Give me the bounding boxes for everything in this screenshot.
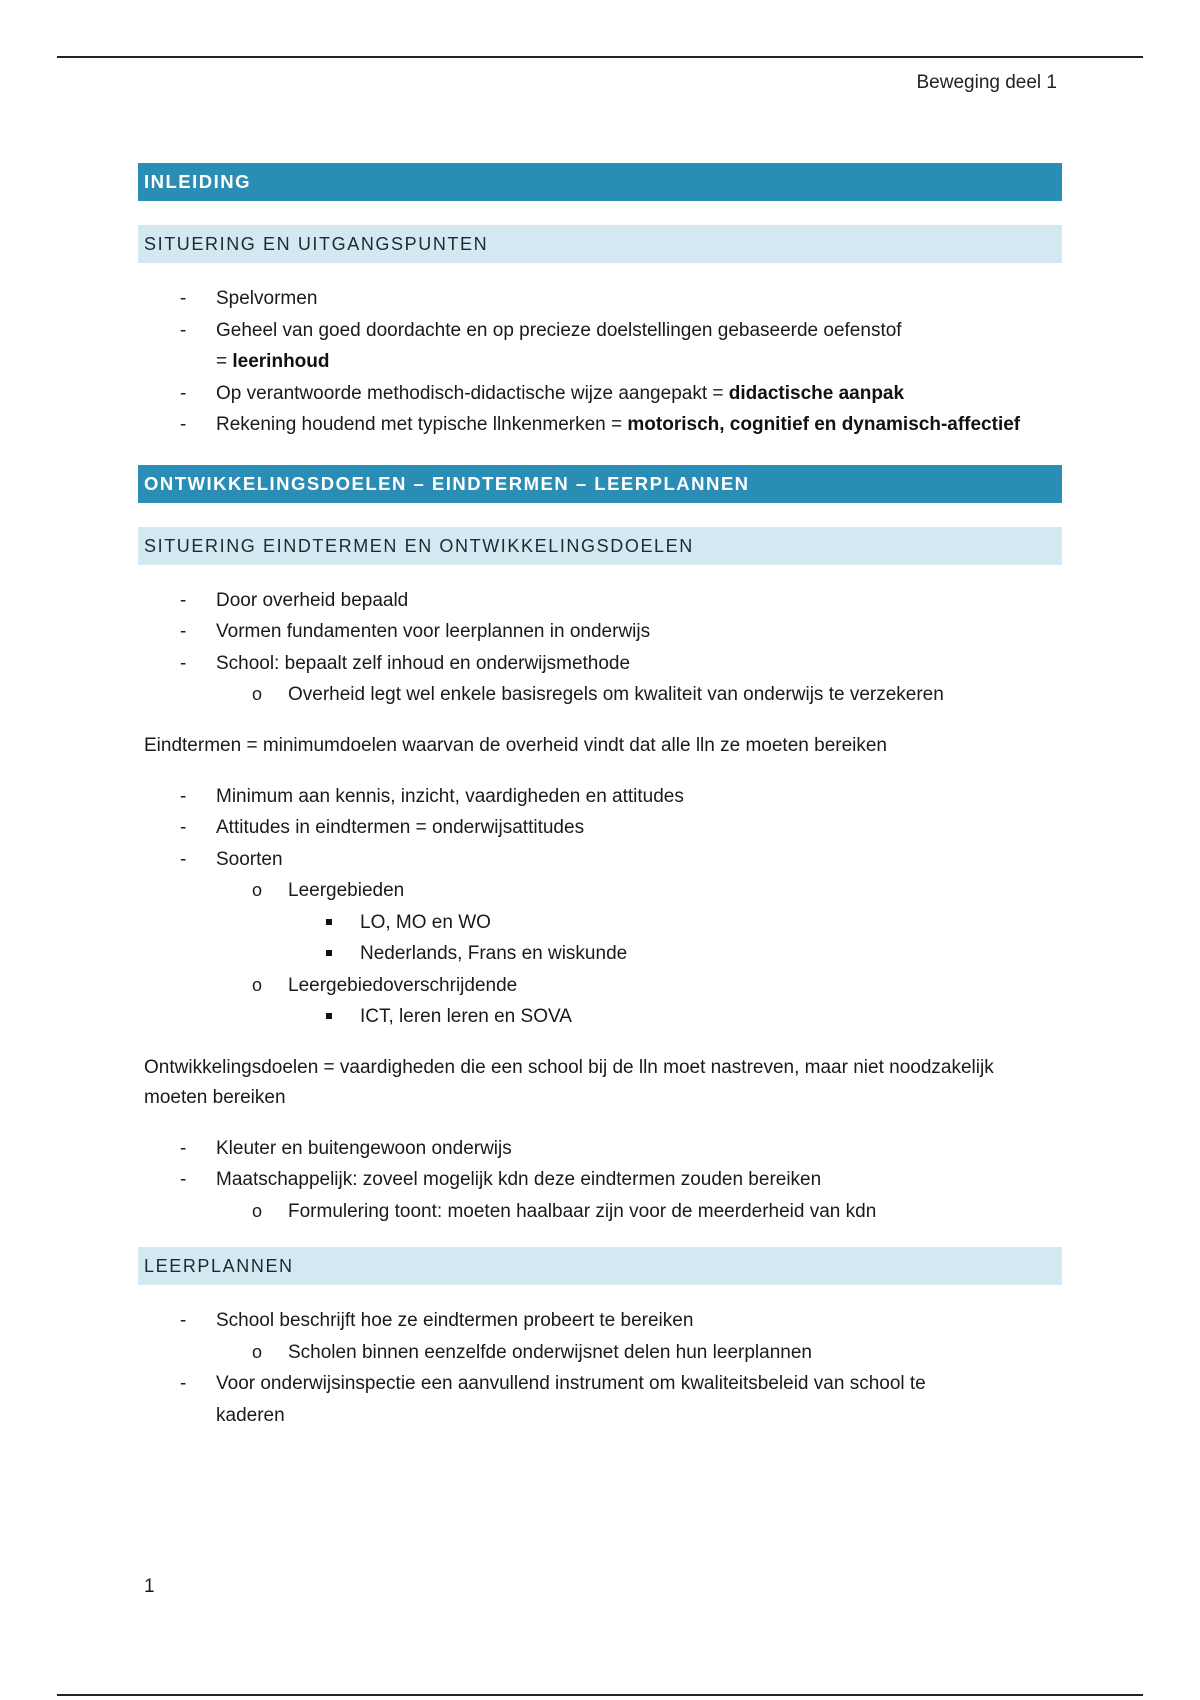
sub-list-item: o Overheid legt wel enkele basisregels om kwaliteit van onderwijs te verzekeren [216,679,1062,711]
running-header: Beweging deel 1 [916,72,1057,93]
sub-sub-list-item: ICT, leren leren en SOVA [288,1001,1062,1033]
list-item: - Vormen fundamenten voor leerplannen in onderwijs [138,616,1062,648]
sub-list-item: o Leergebieden LO, MO en WO Nederlands, Frans en wiskunde [216,875,1062,970]
heading-ontwikkelingsdoelen: ONTWIKKELINGSDOELEN – EINDTERMEN – LEERPLANNEN [138,465,1062,503]
document-body [138,163,1062,1431]
list-item: - Kleuter en buitengewoon onderwijs [138,1133,1062,1165]
bottom-rule [57,1694,1143,1696]
list-item: - Voor onderwijsinspectie een aanvullend instrument om kwaliteitsbeleid van school te kaderen [138,1368,1062,1431]
list-item: - Minimum aan kennis, inzicht, vaardigheden en attitudes [138,781,1062,813]
list-item: - Door overheid bepaald [138,585,1062,617]
ontwikkelingsdoelen-definition: Ontwikkelingsdoelen = vaardigheden die een school bij de lln moet nastreven, maar niet noodzakelijk moeten bereiken [144,1056,994,1108]
heading-inleiding: INLEIDING [138,163,1062,201]
list-item: - Rekening houdend met typische llnkenmerken = motorisch, cognitief en dynamisch-affectief [138,409,1062,441]
eindtermen-definition: Eindtermen = minimumdoelen waarvan de overheid vindt dat alle lln ze moeten bereiken [144,734,888,756]
list-item: - Attitudes in eindtermen = onderwijsattitudes [138,812,1062,844]
list-leerplannen [138,1305,1062,1431]
top-rule [57,56,1143,58]
list-item: - School: bepaalt zelf inhoud en onderwijsmethode o Overheid legt wel enkele basisregels om kwaliteit van onderwijs te verzekeren [138,648,1062,711]
list-item: - Op verantwoorde methodisch-didactische wijze aangepakt = didactische aanpak [138,378,1062,410]
sub-list-item: o Leergebiedoverschrijdende ICT, leren leren en SOVA [216,970,1062,1033]
list-eindtermen-details [138,781,1062,1033]
list-item: - School beschrijft hoe ze eindtermen probeert te bereiken o Scholen binnen eenzelfde onderwijsnet delen hun leerplannen [138,1305,1062,1368]
sub-sub-list-item: Nederlands, Frans en wiskunde [288,938,1062,970]
list-item: - Soorten o Leergebieden LO, MO en WO Nederlands, Frans en wiskunde o Leergebiedoverschrijdende ICT, leren leren en SOVA [138,844,1062,1033]
list-item: - Geheel van goed doordachte en op precieze doelstellingen gebaseerde oefenstof = leerinhoud [138,315,1062,378]
list-ontwikkelingsdoelen [138,1133,1062,1228]
list-item: - Maatschappelijk: zoveel mogelijk kdn deze eindtermen zouden bereiken o Formulering toont: moeten haalbaar zijn voor de meerderheid van kdn [138,1164,1062,1227]
subheading-situering-uitgangspunten: SITUERING EN UITGANGSPUNTEN [138,225,1062,263]
subheading-situering-eindtermen: SITUERING EINDTERMEN EN ONTWIKKELINGSDOELEN [138,527,1062,565]
page-number: 1 [144,1576,155,1597]
list-eindtermen-situering [138,585,1062,711]
list-item: - Spelvormen [138,283,1062,315]
list-uitgangspunten [138,283,1062,441]
sub-list-item: o Scholen binnen eenzelfde onderwijsnet delen hun leerplannen [216,1337,1062,1369]
sub-sub-list-item: LO, MO en WO [288,907,1062,939]
subheading-leerplannen: LEERPLANNEN [138,1247,1062,1285]
sub-list-item: o Formulering toont: moeten haalbaar zijn voor de meerderheid van kdn [216,1196,1062,1228]
